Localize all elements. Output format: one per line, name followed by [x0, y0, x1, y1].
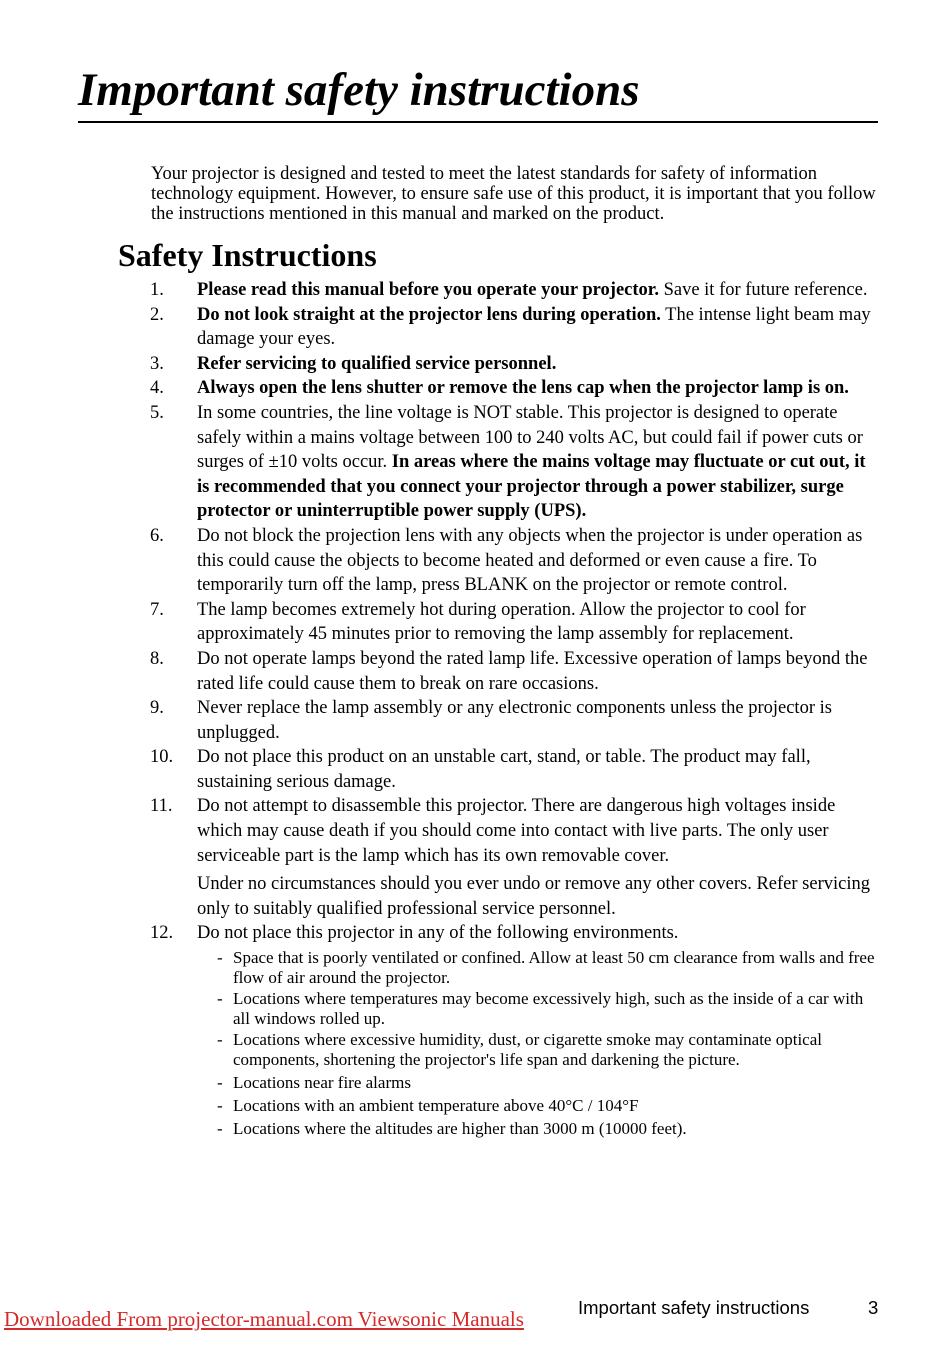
item-text: Do not attempt to disassemble this projector. There are dangerous high voltages inside which may cause death if you should come into contact with live parts. The only user serviceable part is the lamp which has its own removable cover. — [197, 796, 836, 866]
intro-paragraph: Your projector is designed and tested to meet the latest standards for safety of information technology equipment. However, to ensure safe use of this product, it is important that you follow the instructions mentioned in this manual and marked on the product. — [151, 164, 876, 224]
item-extra-paragraph: Under no circumstances should you ever undo or remove any other covers. Refer servicing only to suitably qualified professional service personnel. — [197, 874, 870, 919]
instruction-item-7 — [150, 598, 880, 647]
item-number: 12. — [150, 923, 174, 944]
item-text: The intense light beam may damage your eyes. — [197, 304, 871, 350]
instruction-item-4 — [150, 376, 880, 401]
environment-text: Locations where temperatures may become excessively high, such as the inside of a car with all windows rolled up. — [233, 989, 864, 1028]
item-text: Save it for future reference. — [658, 280, 868, 300]
environment-item — [197, 1096, 880, 1116]
instruction-item-6 — [150, 524, 880, 598]
item-bold-text: Do not look straight at the projector lens during operation. — [197, 304, 661, 325]
item-number: 1. — [150, 280, 164, 300]
item-text: Do not operate lamps beyond the rated lamp life. Excessive operation of lamps beyond the rated life could cause them to break on rare occasions. — [197, 648, 868, 694]
item-number: 8. — [150, 648, 164, 669]
dash-bullet: - — [217, 989, 223, 1009]
environment-item — [197, 1073, 880, 1093]
instruction-item-8 — [150, 647, 880, 696]
dash-bullet: - — [217, 1095, 223, 1115]
dash-bullet: - — [217, 1072, 223, 1092]
environment-item — [197, 948, 880, 987]
item-number: 10. — [150, 747, 174, 768]
environment-text: Space that is poorly ventilated or confined. Allow at least 50 cm clearance from walls and free flow of air around the projector. — [233, 948, 875, 987]
item-bold-text: Always open the lens shutter or remove the lens cap when the projector lamp is on. — [197, 378, 849, 399]
item-number: 6. — [150, 525, 164, 546]
environment-item — [197, 1119, 880, 1139]
item-text: In some countries, the line voltage is NOT stable. This projector is designed to operate safely within a mains voltage between 100 to 240 volts AC, but could fail if power cuts or surges of ±10 volts occur. — [197, 402, 863, 473]
environment-item — [197, 1030, 880, 1069]
item-number: 9. — [150, 698, 164, 719]
section-heading: Safety Instructions — [118, 237, 377, 273]
instruction-item-10 — [150, 745, 880, 794]
environment-text: Locations where the altitudes are higher than 3000 m (10000 feet). — [233, 1118, 687, 1138]
environments-list — [197, 948, 880, 1138]
item-text: Do not block the projection lens with any objects when the projector is under operation as this could cause the objects to become heated and deformed or even cause a fire. To temporarily turn off the lamp, press BLANK on the projector or remote control. — [197, 525, 863, 596]
item-number: 7. — [150, 599, 164, 620]
download-source-link[interactable]: Downloaded From projector-manual.com Viewsonic Manuals — [4, 1307, 524, 1331]
item-number: 2. — [150, 304, 164, 325]
dash-bullet: - — [217, 948, 223, 968]
instruction-item-5 — [150, 401, 880, 524]
footer-section-title: Important safety instructions — [578, 1297, 810, 1318]
item-number: 5. — [150, 402, 164, 423]
environment-item — [197, 989, 880, 1028]
item-bold-text: Please read this manual before you operate your projector. — [197, 280, 659, 300]
dash-bullet: - — [217, 1118, 223, 1138]
instruction-item-2 — [150, 303, 880, 352]
page-number: 3 — [868, 1297, 879, 1318]
item-number: 4. — [150, 378, 164, 399]
item-number: 11. — [150, 796, 173, 817]
item-number: 3. — [150, 353, 164, 374]
environment-text: Locations where excessive humidity, dust, or cigarette smoke may contaminate optical components, shortening the projector's life span and darkening the picture. — [233, 1030, 822, 1069]
title-divider — [78, 121, 878, 123]
environment-text: Locations near fire alarms — [233, 1072, 411, 1092]
environment-text: Locations with an ambient temperature above 40°C / 104°F — [233, 1095, 639, 1115]
item-bold-text: Refer servicing to qualified service personnel. — [197, 353, 557, 374]
instruction-item-3 — [150, 352, 880, 377]
item-text: Do not place this projector in any of the following environments. — [197, 923, 679, 944]
dash-bullet: - — [217, 1030, 223, 1050]
item-text: The lamp becomes extremely hot during operation. Allow the projector to cool for approximately 45 minutes prior to removing the lamp assembly for replacement. — [197, 599, 806, 645]
item-text: Do not place this product on an unstable cart, stand, or table. The product may fall, sustaining serious damage. — [197, 747, 811, 792]
item-bold-text: In areas where the mains voltage may fluctuate or cut out, it is recommended that you connect your projector through a power stabilizer, surge protector or uninterruptible power supply (UPS). — [197, 452, 866, 522]
instruction-item-11 — [150, 794, 880, 921]
instruction-item-1 — [150, 278, 880, 303]
item-text: Never replace the lamp assembly or any electronic components unless the projector is unplugged. — [197, 698, 832, 743]
instruction-item-9 — [150, 696, 880, 745]
safety-instructions-list — [150, 278, 880, 1138]
instruction-item-12 — [150, 921, 880, 1138]
page-title: Important safety instructions — [78, 64, 640, 116]
